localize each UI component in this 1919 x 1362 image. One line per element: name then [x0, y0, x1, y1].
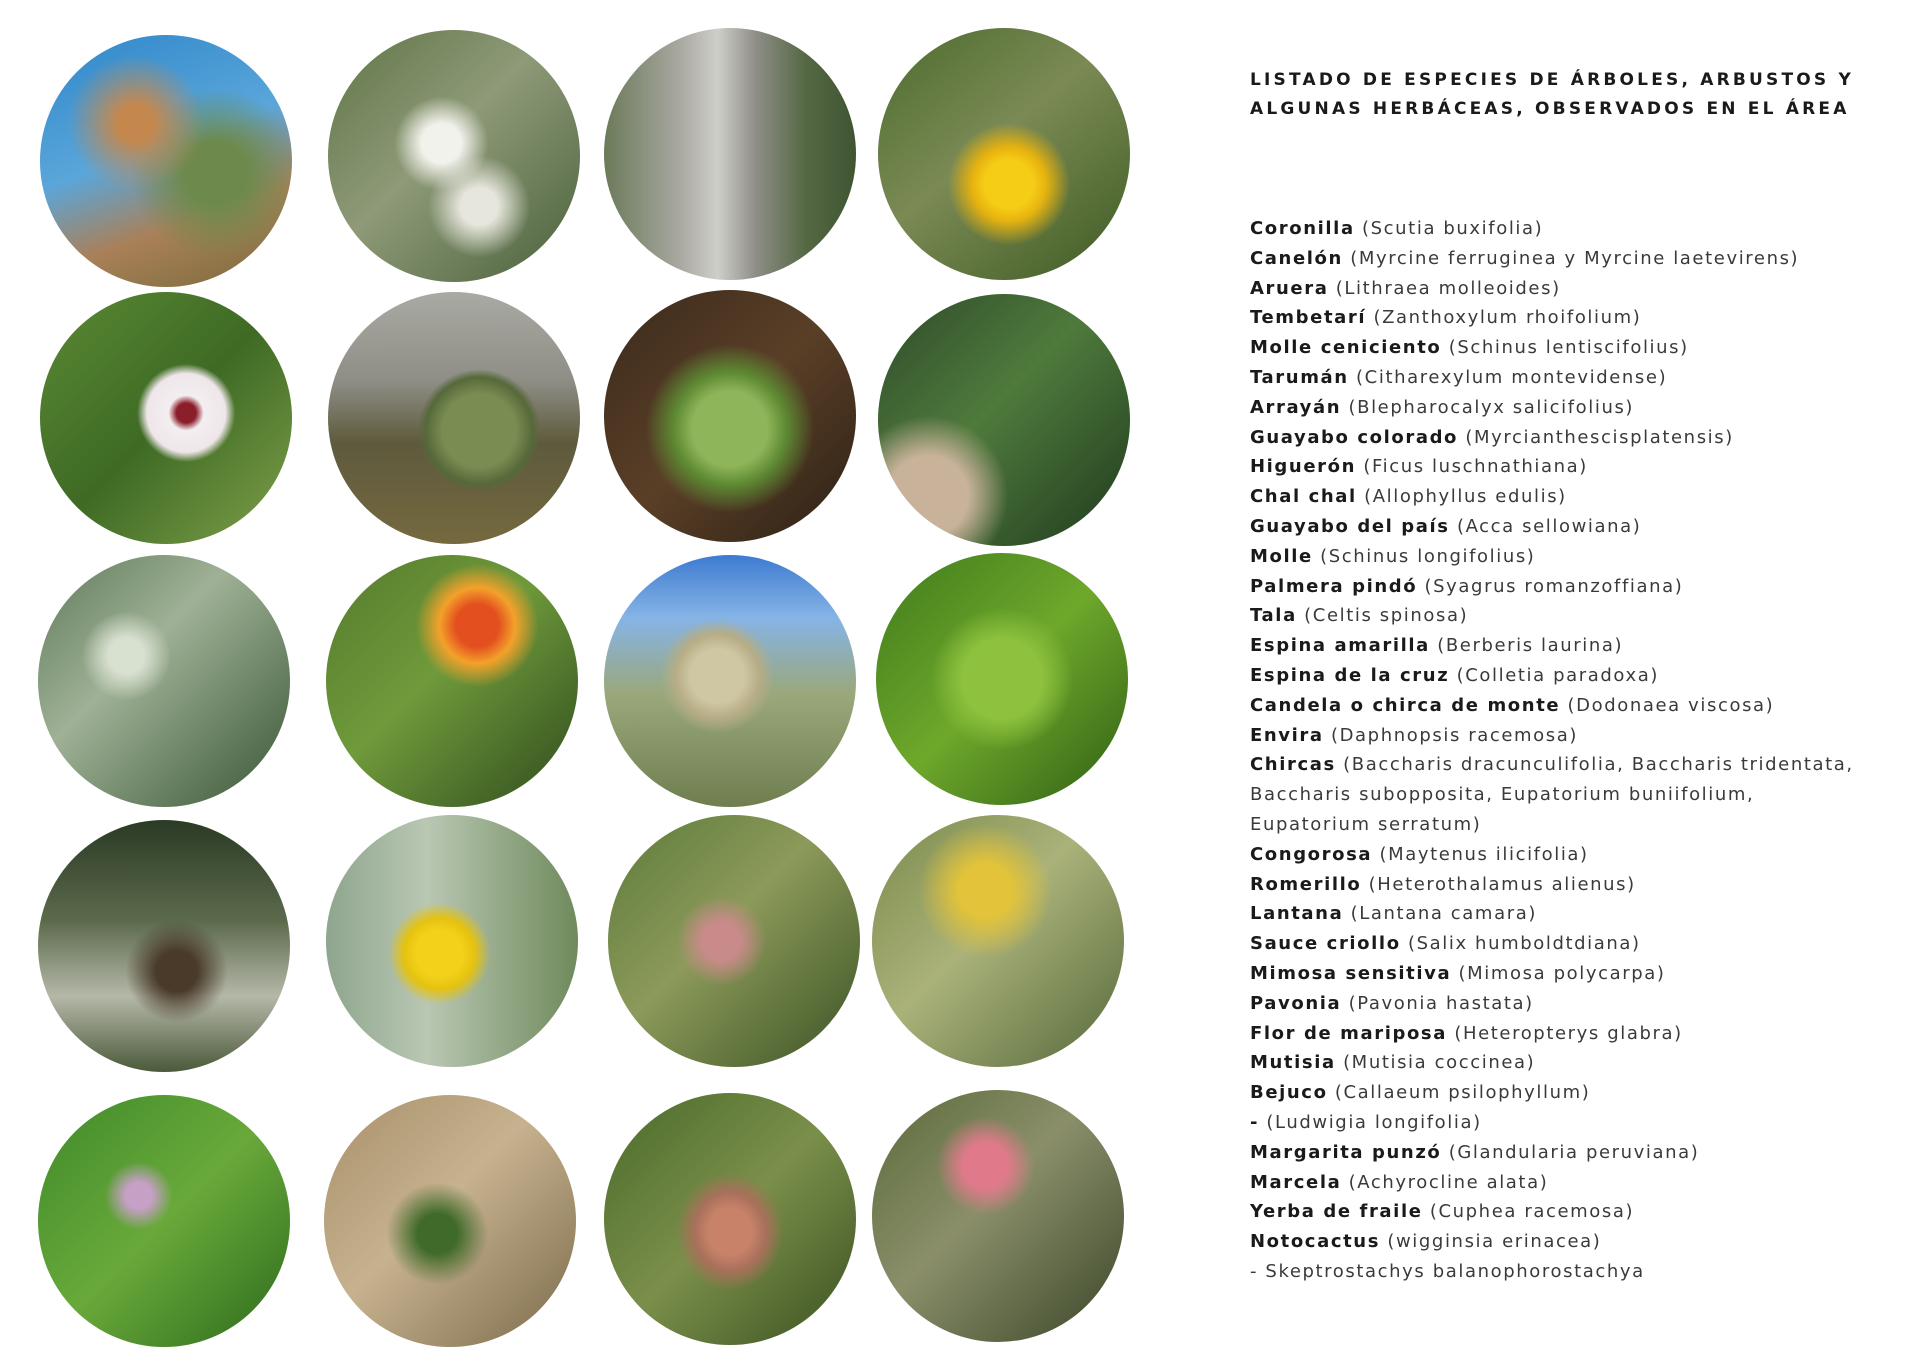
species-item: [1250, 542, 1880, 572]
species-common-name: Aruera: [1250, 277, 1329, 299]
photo-round-seedhead: [604, 555, 856, 807]
species-scientific-name: (Heterothalamus alienus): [1368, 873, 1636, 895]
species-common-name: Guayabo colorado: [1250, 426, 1459, 448]
species-common-name: Sauce criollo: [1250, 933, 1401, 955]
species-scientific-name: (Heteropterys glabra): [1454, 1022, 1683, 1044]
species-scientific-name: (Salix humboldtdiana): [1408, 933, 1641, 955]
species-item: [1250, 333, 1880, 363]
species-scientific-name: (Callaeum psilophyllum): [1334, 1082, 1591, 1104]
photo-white-hibiscus-flower: [40, 292, 292, 544]
species-item: [1250, 452, 1880, 482]
species-scientific-name: (Achyrocline alata): [1348, 1171, 1549, 1193]
species-scientific-name: (Zanthoxylum rhoifolium): [1373, 307, 1642, 329]
species-scientific-name: (Schinus lentiscifolius): [1448, 337, 1689, 359]
species-scientific-name: Skeptrostachys balanophorostachya: [1265, 1260, 1645, 1282]
species-common-name: Chircas: [1250, 754, 1336, 776]
species-scientific-name: (Ludwigia longifolia): [1266, 1111, 1482, 1133]
species-scientific-name: (Pavonia hastata): [1348, 992, 1534, 1014]
species-item: [1250, 1078, 1880, 1108]
species-common-name: Tembetarí: [1250, 307, 1367, 329]
species-common-name: Molle: [1250, 545, 1313, 567]
species-item: [1250, 1168, 1880, 1198]
species-item: [1250, 512, 1880, 542]
species-item: [1250, 750, 1880, 839]
species-scientific-name: (Lantana camara): [1350, 903, 1537, 925]
species-common-name: Marcela: [1250, 1171, 1342, 1193]
photo-shrub-against-sky: [40, 35, 292, 287]
species-item: [1250, 303, 1880, 333]
species-item: [1250, 989, 1880, 1019]
species-common-name: Bejuco: [1250, 1082, 1328, 1104]
species-common-name: Pavonia: [1250, 992, 1342, 1014]
species-scientific-name: (Myrcianthescisplatensis): [1465, 426, 1734, 448]
species-item: [1250, 1108, 1880, 1138]
species-prefix: -: [1250, 1260, 1266, 1282]
species-common-name: Chal chal: [1250, 486, 1357, 508]
photo-yellow-flower-heads: [872, 815, 1124, 1067]
photo-pink-flowers: [608, 815, 860, 1067]
species-scientific-name: (Mimosa polycarpa): [1458, 962, 1666, 984]
species-item: [1250, 899, 1880, 929]
species-item: [1250, 631, 1880, 661]
species-item: [1250, 870, 1880, 900]
species-common-name: Tarumán: [1250, 366, 1349, 388]
page-title: LISTADO DE ESPECIES DE ÁRBOLES, ARBUSTOS Y ALGUNAS HERBÁCEAS, OBSERVADOS EN EL ÁREA: [1250, 70, 1854, 119]
species-scientific-name: (Myrcine ferruginea y Myrcine laetevirens): [1350, 247, 1800, 269]
species-common-name: Mutisia: [1250, 1052, 1336, 1074]
species-list: [1250, 214, 1880, 1287]
species-common-name: Notocactus: [1250, 1231, 1381, 1253]
species-common-name: Higuerón: [1250, 456, 1356, 478]
photo-small-pink-flowers: [38, 1095, 290, 1347]
species-scientific-name: (Colletia paradoxa): [1456, 664, 1659, 686]
species-common-name: Tala: [1250, 605, 1297, 627]
species-item: [1250, 244, 1880, 274]
species-common-name: Coronilla: [1250, 218, 1355, 239]
photo-barrel-cactus: [328, 292, 580, 544]
species-scientific-name: (Mutisia coccinea): [1343, 1052, 1536, 1074]
species-scientific-name: (Blepharocalyx salicifolius): [1348, 396, 1635, 418]
species-item: [1250, 274, 1880, 304]
photo-yellow-flower-cluster: [878, 28, 1130, 280]
photo-gnarled-tree: [38, 820, 290, 1072]
species-common-name: Candela o chirca de monte: [1250, 694, 1561, 716]
species-scientific-name: (Scutia buxifolia): [1362, 218, 1544, 239]
species-scientific-name: (Glandularia peruviana): [1448, 1141, 1700, 1163]
photo-holly-leaves: [38, 555, 290, 807]
species-item: [1250, 1227, 1880, 1257]
species-item: [1250, 601, 1880, 631]
species-common-name: Palmera pindó: [1250, 575, 1418, 597]
photo-dark-foliage: [878, 294, 1130, 546]
species-item: [1250, 482, 1880, 512]
species-item: [1250, 1138, 1880, 1168]
species-item: [1250, 1019, 1880, 1049]
photo-mimosa-leaves: [604, 290, 856, 542]
species-common-name: Espina de la cruz: [1250, 664, 1450, 686]
species-item: [1250, 661, 1880, 691]
species-item: [1250, 572, 1880, 602]
species-scientific-name: (Lithraea molleoides): [1335, 277, 1561, 299]
species-item: [1250, 423, 1880, 453]
species-scientific-name: (Allophyllus edulis): [1364, 486, 1567, 508]
photo-lantana-flowers: [326, 555, 578, 807]
species-common-name: Mimosa sensitiva: [1250, 962, 1452, 984]
species-item: [1250, 1048, 1880, 1078]
photo-green-shoot: [324, 1095, 576, 1347]
species-item: [1250, 929, 1880, 959]
photo-white-flowers: [328, 30, 580, 282]
species-scientific-name: (Schinus longifolius): [1320, 545, 1536, 567]
photo-compound-leaves: [876, 553, 1128, 805]
species-scientific-name: (Acca sellowiana): [1456, 515, 1642, 537]
species-scientific-name: (Celtis spinosa): [1304, 605, 1469, 627]
species-common-name: Espina amarilla: [1250, 635, 1430, 657]
photo-flower-spike: [604, 1093, 856, 1345]
species-scientific-name: (Daphnopsis racemosa): [1330, 724, 1579, 746]
species-item: [1250, 393, 1880, 423]
species-item: [1250, 1257, 1880, 1287]
species-common-name: Yerba de fraile: [1250, 1201, 1423, 1223]
species-item: [1250, 214, 1880, 244]
species-scientific-name: (Berberis laurina): [1437, 635, 1624, 657]
species-common-name: Flor de mariposa: [1250, 1022, 1447, 1044]
species-prefix: -: [1250, 1111, 1260, 1133]
species-scientific-name: (wigginsia erinacea): [1387, 1231, 1602, 1253]
species-common-name: Envira: [1250, 724, 1324, 746]
species-item: [1250, 363, 1880, 393]
species-scientific-name: (Syagrus romanzoffiana): [1424, 575, 1684, 597]
species-scientific-name: (Citharexylum montevidense): [1356, 366, 1668, 388]
species-common-name: Congorosa: [1250, 843, 1373, 865]
species-common-name: Arrayán: [1250, 396, 1342, 418]
species-scientific-name: (Maytenus ilicifolia): [1379, 843, 1589, 865]
photo-pink-air-plant: [872, 1090, 1124, 1342]
species-scientific-name: (Dodonaea viscosa): [1567, 694, 1775, 716]
species-item: [1250, 1197, 1880, 1227]
species-item: [1250, 691, 1880, 721]
species-item: [1250, 840, 1880, 870]
photo-tree-trunk: [604, 28, 856, 280]
species-common-name: Lantana: [1250, 903, 1344, 925]
species-item: [1250, 959, 1880, 989]
species-item: [1250, 721, 1880, 751]
photo-yellow-tubular-flower: [326, 815, 578, 1067]
species-scientific-name: (Baccharis dracunculifolia, Baccharis tridentata, Baccharis subopposita, Eupatorium buniifolium, Eupatorium serratum): [1250, 754, 1854, 835]
species-scientific-name: (Ficus luschnathiana): [1363, 456, 1588, 478]
species-common-name: Guayabo del país: [1250, 515, 1450, 537]
species-common-name: Molle ceniciento: [1250, 337, 1442, 359]
species-common-name: Romerillo: [1250, 873, 1362, 895]
species-scientific-name: (Cuphea racemosa): [1429, 1201, 1635, 1223]
species-common-name: Canelón: [1250, 247, 1343, 269]
species-common-name: Margarita punzó: [1250, 1141, 1442, 1163]
